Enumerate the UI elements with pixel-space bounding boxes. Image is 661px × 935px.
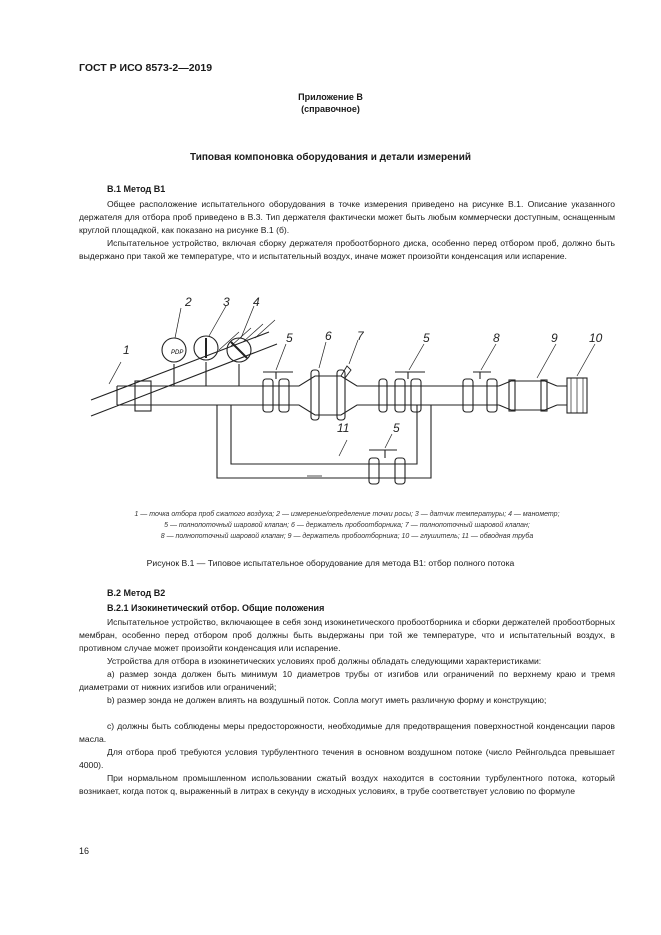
section-b2-paragraph-3: Для отбора проб требуются условия турбулентного течения в основном воздушном потоке (число Рейнгольдса превышает 4000). bbox=[79, 747, 615, 770]
bypass-pipe-inner bbox=[231, 405, 417, 464]
figure-label-2: 2 bbox=[185, 295, 192, 309]
figure-label-3: 3 bbox=[223, 295, 230, 309]
section-b2-item-b: b) размер зонда не должен влиять на воздушный поток. Сопла могут иметь различную форму и конструкцию; bbox=[107, 695, 547, 705]
figure-label-6: 6 bbox=[325, 329, 332, 343]
inclined-pipe-upper bbox=[91, 332, 269, 400]
section-b2-1-heading: В.2.1 Изокинетический отбор. Общие положения bbox=[107, 603, 325, 613]
figure-label-9: 9 bbox=[551, 331, 558, 345]
section-b2-heading: В.2 Метод В2 bbox=[107, 588, 166, 598]
document-header: ГОСТ Р ИСО 8573-2—2019 bbox=[79, 62, 213, 74]
figure-b1-diagram bbox=[79, 292, 619, 502]
bypass-pipe-outer bbox=[217, 405, 431, 478]
figure-label-11: 11 bbox=[337, 421, 350, 435]
figure-label-4: 4 bbox=[253, 295, 260, 309]
section-b2-paragraph-4: При нормальном промышленном использовании сжатый воздух находится в состоянии турбулентного потока, который возникает, когда поток q, выраженный в литрах в секунду в исходных условиях, в трубе соответствует условию по формуле bbox=[79, 773, 615, 796]
appendix-title: Приложение В bbox=[298, 92, 363, 102]
section-b2-item-c: c) должны быть соблюдены меры предосторожности, необходимые для предотвращения поверхностной конденсации паров масла. bbox=[79, 721, 615, 744]
figure-label-1: 1 bbox=[123, 343, 130, 357]
figure-legend-line-1: 1 — точка отбора проб сжатого воздуха; 2 — измерение/определение точки росы; 3 — датчик температуры; 4 — манометр; bbox=[134, 511, 560, 518]
section-b2-paragraph-1: Испытательное устройство, включающее в себя зонд изокинетического пробоотборника и сборки держателей пробоотборных мембран, особенно перед отбором проб должны быть выдержаны при той же температуре, что и испытательный воздух, в противном случае может произойти конденсация или испарение. bbox=[79, 617, 615, 653]
figure-legend-line-2: 5 — полнопоточный шаровой клапан; 6 — держатель пробоотборника; 7 — полнопоточный шаровой клапан; bbox=[164, 522, 530, 529]
figure-label-5a: 5 bbox=[286, 331, 293, 345]
figure-label-5c: 5 bbox=[393, 421, 400, 435]
figure-legend-line-3: 8 — полнопоточный шаровой клапан; 9 — держатель пробоотборника; 10 — глушитель; 11 — обводная труба bbox=[160, 533, 534, 540]
gauge-label: PDP bbox=[171, 350, 184, 356]
figure-caption: Рисунок В.1 — Типовое испытательное оборудование для метода В1: отбор полного потока bbox=[146, 558, 515, 568]
figure-label-8: 8 bbox=[493, 331, 500, 345]
section-b1-paragraph-2: Испытательное устройство, включая сборку держателя пробоотборного диска, особенно перед отбором проб, должно быть выдержано при такой же температуре, что и испытательный воздух, иначе может произойти конденсация или испарение. bbox=[79, 238, 615, 261]
main-title: Типовая компоновка оборудования и детали измерений bbox=[189, 152, 472, 163]
appendix-subtitle: (справочное) bbox=[301, 104, 360, 114]
section-b1-paragraph-1: Общее расположение испытательного оборудования в точке измерения приведено на рисунке В.1. Описание указанного держателя для отбора проб приведено в В.3. Тип держателя фактически может быть любым коммерчески доступным, оснащенным круглой площадкой, как показано на рисунке В.1 (б). bbox=[79, 199, 615, 235]
figure-label-5b: 5 bbox=[423, 331, 430, 345]
section-b2-paragraph-2: Устройства для отбора в изокинетических условиях проб должны обладать следующими характеристиками: bbox=[107, 656, 542, 666]
page-number: 16 bbox=[79, 846, 90, 856]
section-b1-heading: В.1 Метод В1 bbox=[107, 184, 166, 194]
section-b2-item-a: а) размер зонда должен быть минимум 10 диаметров трубы от изгибов или ограничений по верхнему краю и тремя диаметрами от нижних изгибов или ограничений; bbox=[79, 669, 615, 692]
figure-label-7: 7 bbox=[357, 329, 364, 343]
figure-label-10: 10 bbox=[589, 331, 603, 345]
